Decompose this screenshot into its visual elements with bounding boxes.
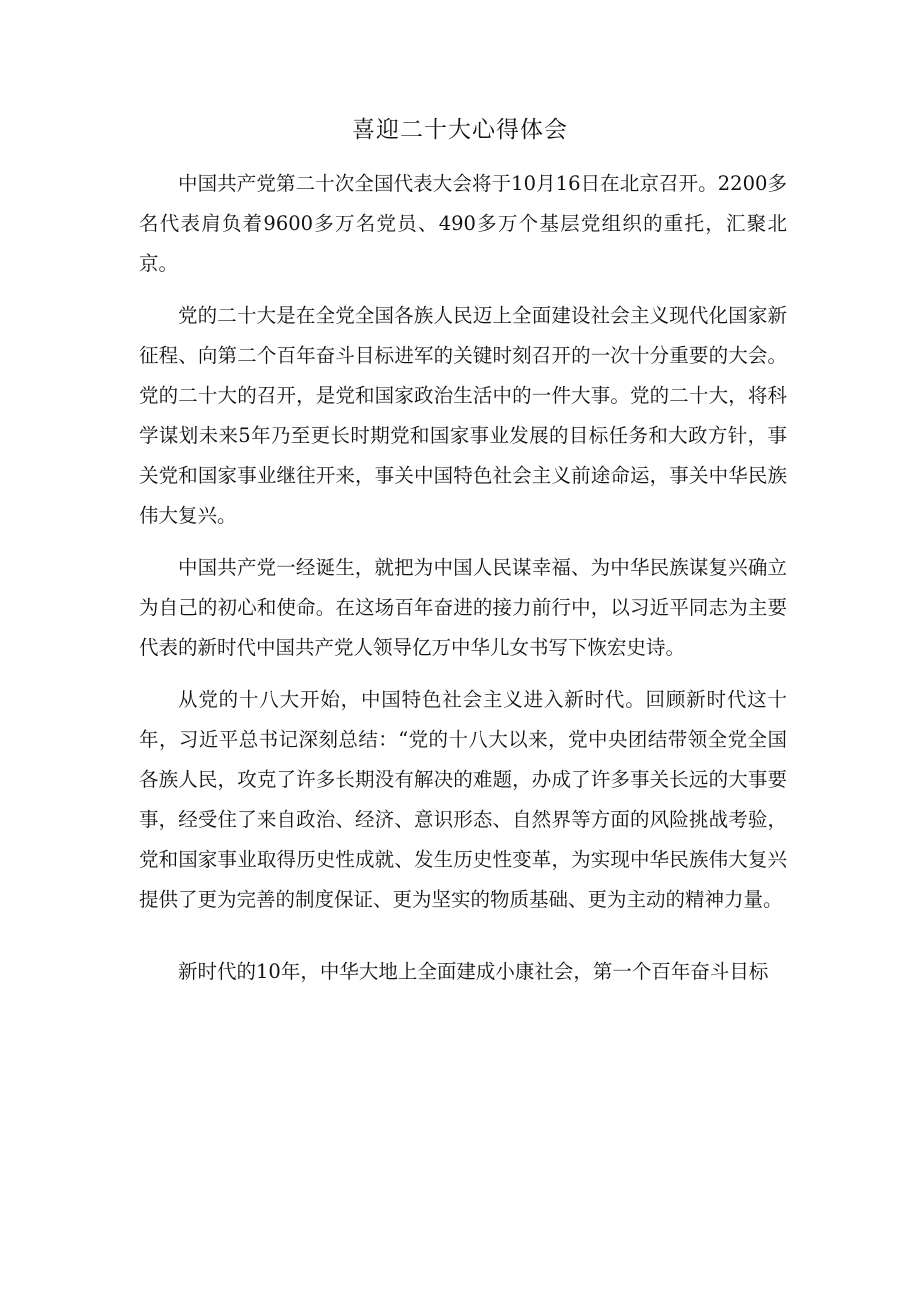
document-title: 喜迎二十大心得体会	[352, 117, 568, 143]
paragraph-2: 党的二十大是在全党全国各族人民迈上全面建设社会主义现代化国家新征程、向第二个百年奋斗目标进军的关键时刻召开的一次十分重要的大会。党的二十大的召开，是党和国家政治生活中的一件大事。党的二十大，将科学谋划未来5年乃至更长时期党和国家事业发展的目标任务和大政方针，事关党和国家事业继往开来，事关中国特色社会主义前途命运，事关中华民族伟大复兴。	[139, 304, 787, 527]
paragraph-4: 从党的十八大开始，中国特色社会主义进入新时代。回顾新时代这十年，习近平总书记深刻总结：“党的十八大以来，党中央团结带领全党全国各族人民，攻克了许多长期没有解决的难题，办成了许多事关长远的大事要事，经受住了来自政治、经济、意识形态、自然界等方面的风险挑战考验，党和国家事业取得历史性成就、发生历史性变革，为实现中华民族伟大复兴提供了更为完善的制度保证、更为坚实的物质基础、更为主动的精神力量。	[139, 688, 787, 911]
paragraph-3: 中国共产党一经诞生，就把为中国人民谋幸福、为中华民族谋复兴确立为自己的初心和使命。在这场百年奋进的接力前行中，以习近平同志为主要代表的新时代中国共产党人领导亿万中华儿女书写下恢宏史诗。	[139, 556, 787, 659]
paragraph-1: 中国共产党第二十次全国代表大会将于10月16日在北京召开。2200多名代表肩负着9600多万名党员、490多万个基层党组织的重托，汇聚北京。	[139, 172, 787, 275]
paragraph-5: 新时代的10年，中华大地上全面建成小康社会，第一个百年奋斗目标	[178, 960, 769, 983]
document-body	[139, 164, 787, 1004]
